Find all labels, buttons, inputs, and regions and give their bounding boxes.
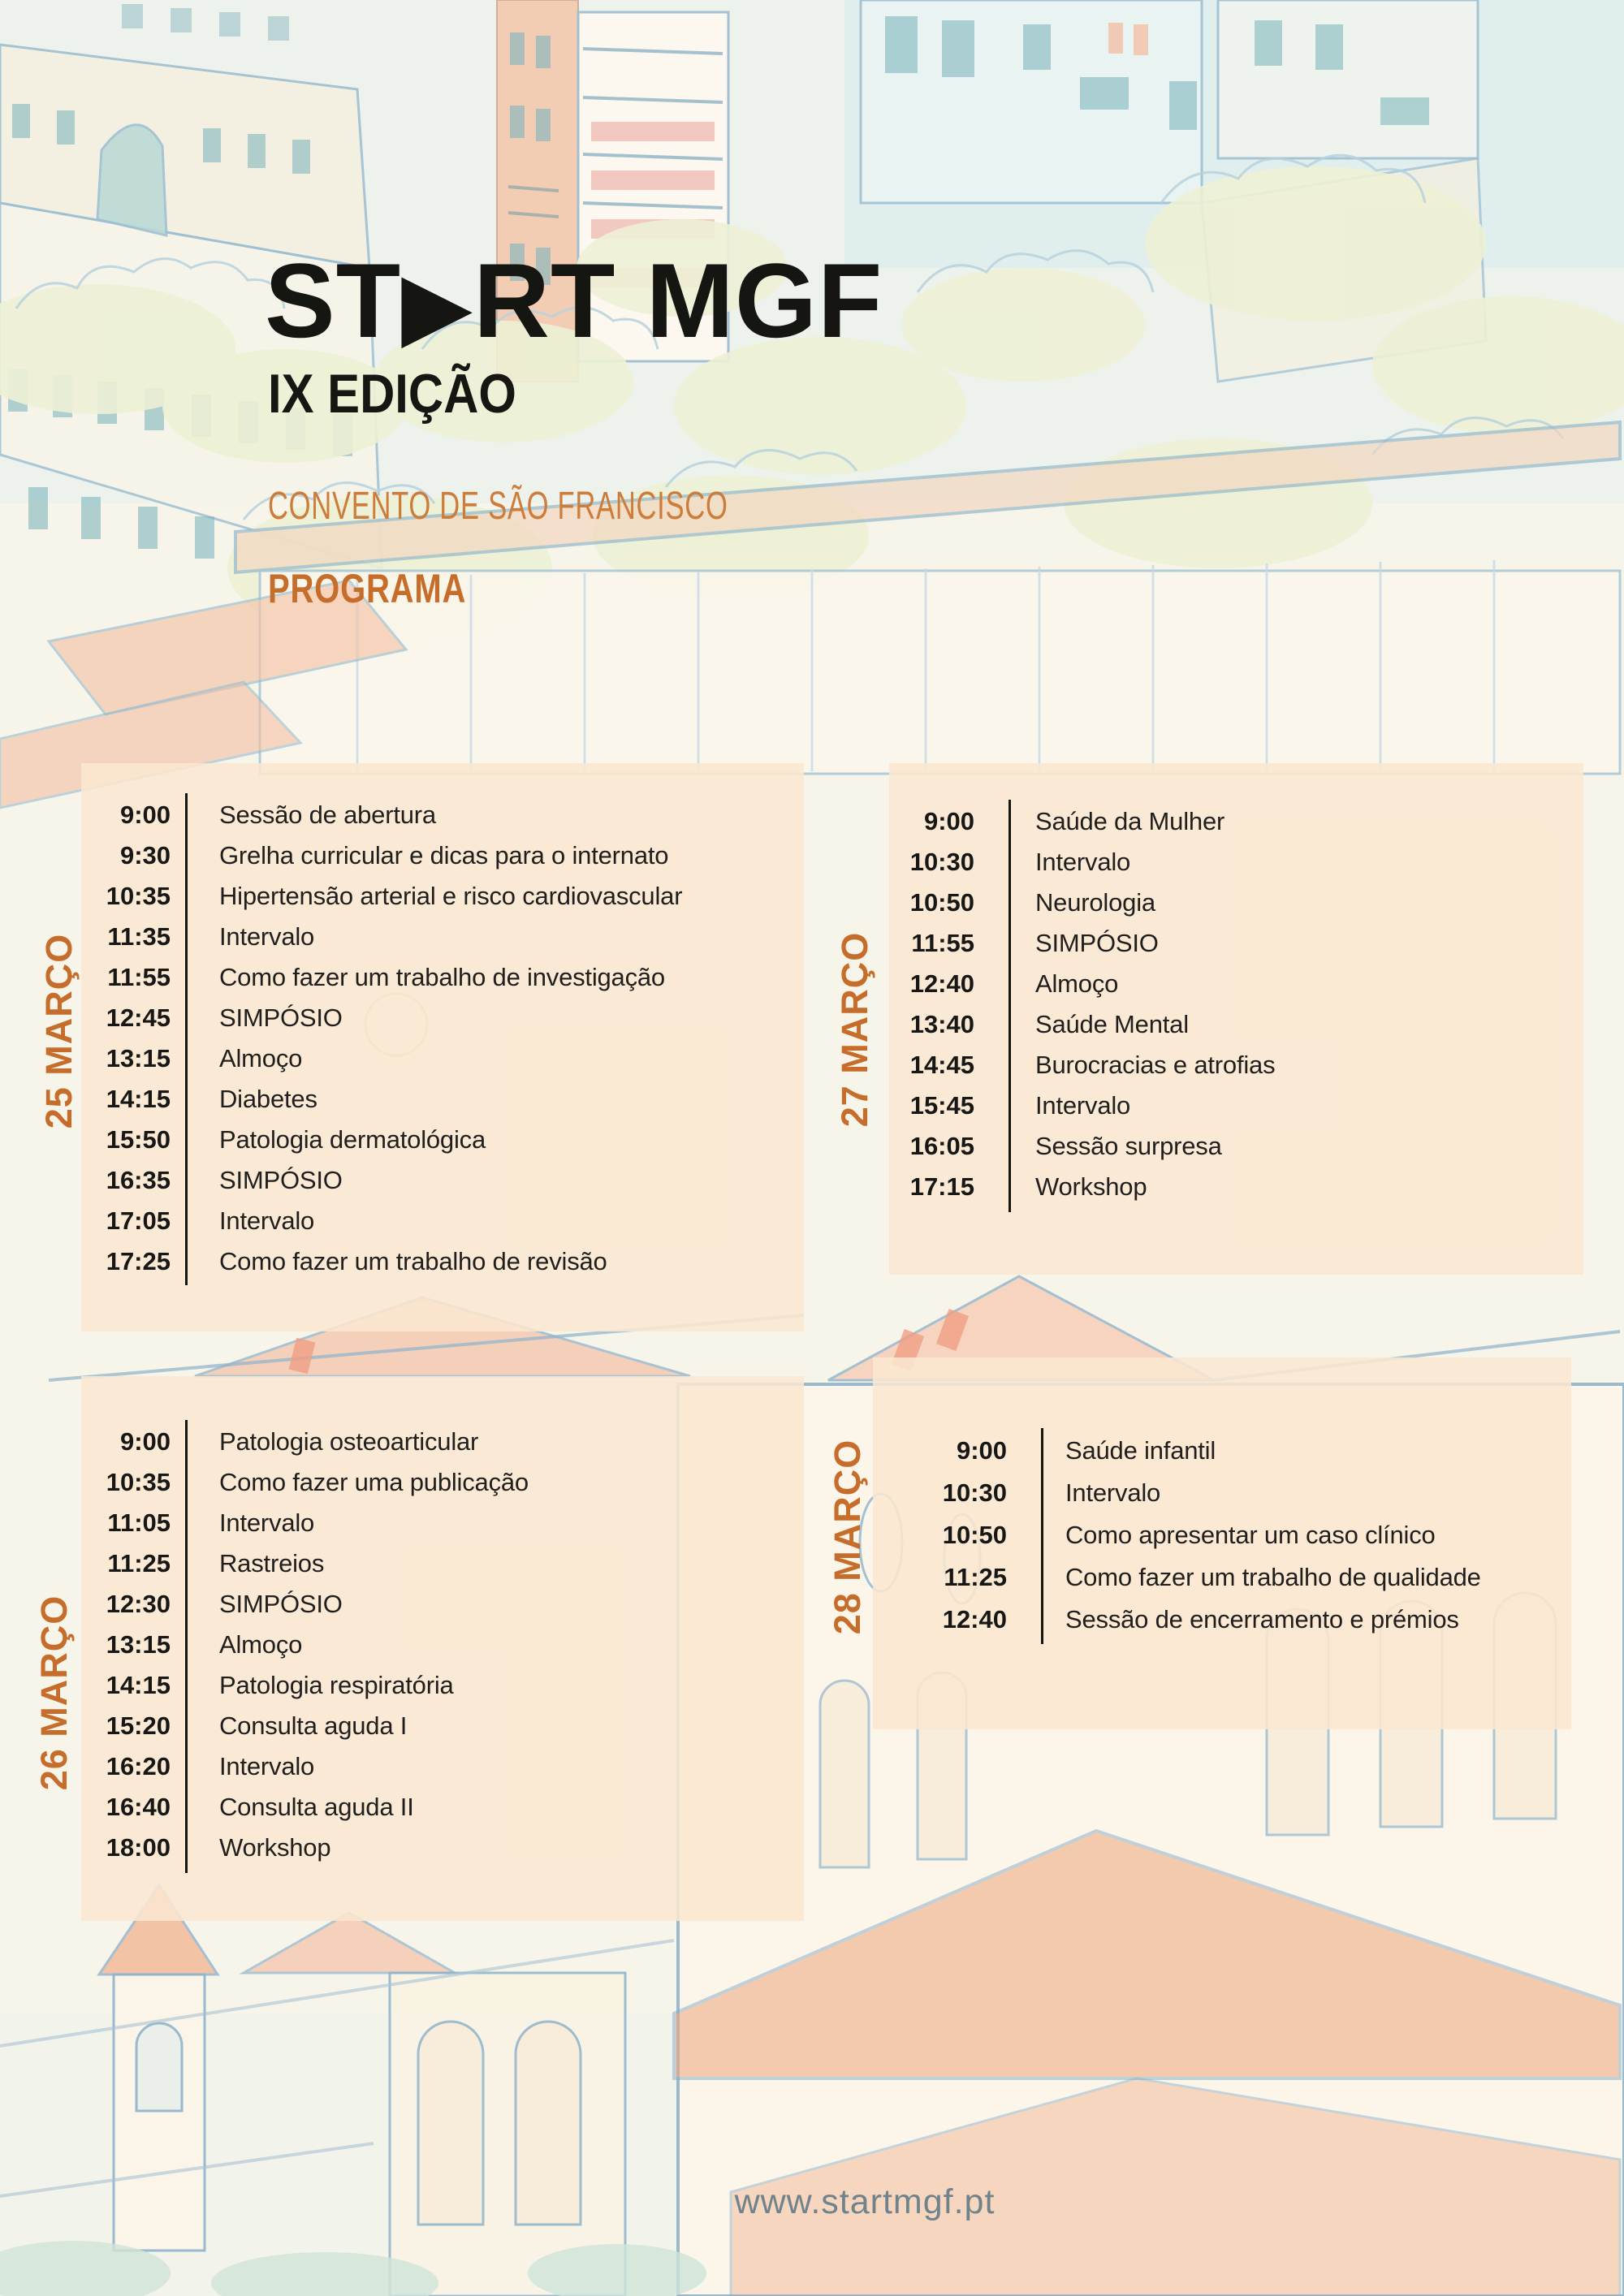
schedule-row <box>81 1160 799 1201</box>
day-label-march-25: 25 MARÇO <box>38 933 80 1129</box>
schedule-row <box>81 1584 799 1625</box>
session-title: Intervalo <box>219 1752 315 1780</box>
schedule-row <box>81 876 799 917</box>
session-time: 11:35 <box>107 922 171 951</box>
schedule-row <box>81 1201 799 1241</box>
session-time: 10:50 <box>909 888 974 917</box>
session-title: Intervalo <box>1065 1478 1161 1507</box>
session-title: Burocracias e atrofias <box>1035 1051 1276 1079</box>
schedule-row <box>81 1422 799 1462</box>
schedule-row <box>873 1430 1566 1472</box>
session-time: 16:20 <box>106 1752 171 1780</box>
session-title: Intervalo <box>1035 848 1131 876</box>
session-time: 17:15 <box>909 1172 974 1201</box>
logo-text-post: RT MGF <box>473 241 883 360</box>
schedule-row <box>873 1599 1566 1641</box>
session-time: 16:35 <box>106 1166 171 1194</box>
session-title: Consulta aguda I <box>219 1711 408 1740</box>
session-time: 15:50 <box>106 1125 171 1154</box>
logo-text-pre: ST <box>265 241 402 360</box>
session-title: Saúde infantil <box>1065 1436 1216 1465</box>
session-title: Como fazer um trabalho de investigação <box>219 963 665 991</box>
session-title: Almoço <box>219 1630 303 1659</box>
schedule-panel-march-28 <box>827 1357 1571 1729</box>
program-heading: PROGRAMA <box>268 566 467 611</box>
session-time: 15:20 <box>106 1711 171 1740</box>
session-time: 14:15 <box>106 1671 171 1699</box>
session-title: Intervalo <box>219 1508 315 1537</box>
schedule-row <box>873 1514 1566 1556</box>
schedule-row <box>81 1706 799 1746</box>
schedule-row <box>889 964 1579 1004</box>
day-label-march-28: 28 MARÇO <box>827 1439 868 1635</box>
session-title: Saúde Mental <box>1035 1010 1189 1038</box>
session-time: 15:45 <box>909 1091 974 1120</box>
session-time: 13:15 <box>106 1630 171 1659</box>
schedule-row <box>889 842 1579 883</box>
session-title: SIMPÓSIO <box>219 1590 343 1618</box>
schedule-row <box>81 1038 799 1079</box>
schedule-row <box>889 1126 1579 1167</box>
schedule-row <box>81 795 799 835</box>
schedule-row <box>889 923 1579 964</box>
schedule-list-march-28 <box>873 1430 1566 1641</box>
schedule-row <box>81 1543 799 1584</box>
schedule-row <box>81 917 799 957</box>
schedule-row <box>81 835 799 876</box>
session-title: Como fazer um trabalho de revisão <box>219 1247 607 1275</box>
session-time: 13:40 <box>909 1010 974 1038</box>
website-url: www.startmgf.pt <box>734 2182 996 2221</box>
session-title: Workshop <box>1035 1172 1147 1201</box>
session-time: 10:50 <box>942 1521 1007 1549</box>
session-title: Intervalo <box>1035 1091 1131 1120</box>
session-time: 13:15 <box>106 1044 171 1072</box>
session-title: SIMPÓSIO <box>219 1166 343 1194</box>
session-time: 11:55 <box>911 929 974 957</box>
session-title: Diabetes <box>219 1085 317 1113</box>
day-label-march-27: 27 MARÇO <box>834 931 875 1128</box>
session-title: Patologia dermatológica <box>219 1125 486 1154</box>
schedule-row <box>81 1746 799 1787</box>
session-title: Intervalo <box>219 1206 315 1235</box>
schedule-row <box>889 1085 1579 1126</box>
session-title: Almoço <box>219 1044 303 1072</box>
session-time: 11:55 <box>107 963 171 991</box>
session-title: Workshop <box>219 1833 331 1862</box>
session-title: Sessão surpresa <box>1035 1132 1222 1160</box>
schedule-panel-march-25 <box>38 763 804 1331</box>
edition-subtitle: IX EDIÇÃO <box>268 363 516 425</box>
day-label-march-26: 26 MARÇO <box>33 1595 75 1791</box>
schedule-row <box>81 1079 799 1120</box>
session-title: SIMPÓSIO <box>219 1003 343 1032</box>
schedule-row <box>81 1120 799 1160</box>
schedule-row <box>889 883 1579 923</box>
session-time: 11:25 <box>944 1563 1007 1591</box>
schedule-row <box>81 1787 799 1828</box>
session-time: 9:00 <box>119 1427 171 1456</box>
session-title: SIMPÓSIO <box>1035 929 1159 957</box>
session-title: Patologia respiratória <box>219 1671 454 1699</box>
session-title: Sessão de encerramento e prémios <box>1065 1605 1459 1634</box>
schedule-row <box>889 1004 1579 1045</box>
session-time: 10:30 <box>942 1478 1007 1507</box>
schedule-row <box>889 1045 1579 1085</box>
session-title: Como fazer um trabalho de qualidade <box>1065 1563 1481 1591</box>
session-time: 10:30 <box>909 848 974 876</box>
session-title: Rastreios <box>219 1549 325 1577</box>
schedule-row <box>81 1625 799 1665</box>
venue-title: CONVENTO DE SÃO FRANCISCO <box>268 485 728 528</box>
schedule-row <box>889 801 1579 842</box>
session-time: 9:00 <box>923 807 974 835</box>
event-logo <box>265 241 883 360</box>
session-title: Como apresentar um caso clínico <box>1065 1521 1436 1549</box>
session-title: Consulta aguda II <box>219 1793 414 1821</box>
session-time: 12:40 <box>909 969 974 998</box>
session-title: Intervalo <box>219 922 315 951</box>
session-time: 10:35 <box>106 1468 171 1496</box>
session-time: 18:00 <box>106 1833 171 1862</box>
session-time: 9:00 <box>956 1436 1007 1465</box>
schedule-row <box>873 1556 1566 1599</box>
session-time: 10:35 <box>106 882 171 910</box>
session-title: Patologia osteoarticular <box>219 1427 479 1456</box>
schedule-list-march-26 <box>81 1422 799 1868</box>
schedule-list-march-25 <box>81 795 799 1282</box>
session-time: 16:05 <box>909 1132 974 1160</box>
schedule-row <box>81 957 799 998</box>
session-time: 14:15 <box>106 1085 171 1113</box>
schedule-row <box>81 1828 799 1868</box>
schedule-row <box>889 1167 1579 1207</box>
schedule-row <box>81 1503 799 1543</box>
session-time: 12:45 <box>106 1003 171 1032</box>
session-time: 17:05 <box>106 1206 171 1235</box>
schedule-row <box>81 998 799 1038</box>
session-time: 17:25 <box>106 1247 171 1275</box>
play-icon: ▶ <box>401 251 474 359</box>
session-title: Saúde da Mulher <box>1035 807 1225 835</box>
session-time: 14:45 <box>909 1051 974 1079</box>
schedule-panel-march-27 <box>834 763 1583 1275</box>
session-title: Hipertensão arterial e risco cardiovascular <box>219 882 683 910</box>
session-title: Neurologia <box>1035 888 1155 917</box>
schedule-row <box>81 1241 799 1282</box>
session-title: Almoço <box>1035 969 1119 998</box>
session-time: 9:30 <box>119 841 171 870</box>
session-time: 11:05 <box>107 1508 171 1537</box>
schedule-panel-march-26 <box>33 1376 804 1921</box>
session-time: 16:40 <box>106 1793 171 1821</box>
session-time: 9:00 <box>119 801 171 829</box>
session-title: Sessão de abertura <box>219 801 436 829</box>
schedule-list-march-27 <box>889 801 1579 1207</box>
schedule-row <box>81 1462 799 1503</box>
schedule-row <box>81 1665 799 1706</box>
session-time: 11:25 <box>107 1549 171 1577</box>
session-title: Grelha curricular e dicas para o internato <box>219 841 669 870</box>
session-time: 12:30 <box>106 1590 171 1618</box>
session-title: Como fazer uma publicação <box>219 1468 529 1496</box>
schedule-row <box>873 1472 1566 1514</box>
session-time: 12:40 <box>942 1605 1007 1634</box>
